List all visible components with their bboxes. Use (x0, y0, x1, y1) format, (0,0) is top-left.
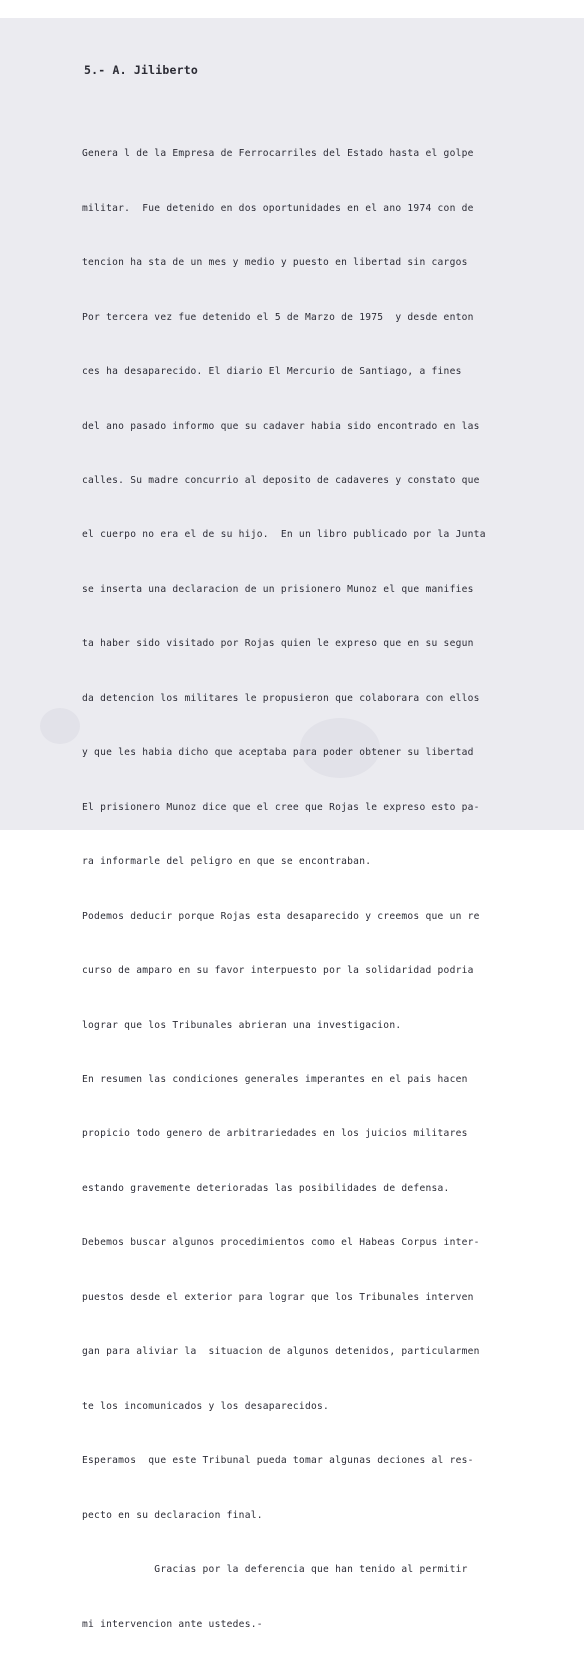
paper-stain (40, 708, 80, 744)
body-line: y que les habia dicho que aceptaba para poder obtener su libertad (82, 747, 474, 759)
body-line: Debemos buscar algunos procedimientos como el Habeas Corpus inter- (82, 1237, 480, 1249)
body-line: gan para aliviar la situacion de algunos detenidos, particularmen (82, 1346, 480, 1358)
body-line: el cuerpo no era el de su hijo. En un libro publicado por la Junta (82, 529, 486, 541)
body-line: estando gravemente deterioradas las posibilidades de defensa. (82, 1182, 450, 1194)
body-line: tencion ha sta de un mes y medio y puesto en libertad sin cargos (82, 257, 468, 269)
body-line: pecto en su declaracion final. (82, 1509, 263, 1521)
body-line: ta haber sido visitado por Rojas quien le expreso que en su segun (82, 638, 474, 650)
section-heading: 5.- A. Jiliberto (84, 63, 198, 77)
body-line: militar. Fue detenido en dos oportunidades en el ano 1974 con de (82, 202, 474, 214)
body-line: calles. Su madre concurrio al deposito de cadaveres y constato que (82, 475, 480, 487)
body-line: Gracias por la deferencia que han tenido al permitir (82, 1564, 468, 1576)
body-line: lograr que los Tribunales abrieran una investigacion. (82, 1019, 402, 1031)
body-line: ces ha desaparecido. El diario El Mercurio de Santiago, a fines (82, 366, 462, 378)
body-line: Esperamos que este Tribunal pueda tomar algunas deciones al res- (82, 1455, 474, 1467)
body-line: mi intervencion ante ustedes.- (82, 1618, 263, 1630)
scanned-page (0, 18, 584, 1630)
body-line: propicio todo genero de arbitrariedades en los juicios militares (82, 1128, 468, 1140)
body-line: Podemos deducir porque Rojas esta desaparecido y creemos que un re (82, 910, 480, 922)
body-line: da detencion los militares le propusieron que colaborara con ellos (82, 692, 480, 704)
body-line: Genera l de la Empresa de Ferrocarriles del Estado hasta el golpe (82, 148, 474, 160)
body-line: ra informarle del peligro en que se encontraban. (82, 856, 372, 868)
body-line: se inserta una declaracion de un prisionero Munoz el que manifies (82, 583, 474, 595)
body-line: En resumen las condiciones generales imperantes en el pais hacen (82, 1074, 468, 1086)
body-line: El prisionero Munoz dice que el cree que Rojas le expreso esto pa- (82, 801, 480, 813)
document-body (82, 109, 578, 1670)
body-line: del ano pasado informo que su cadaver habia sido encontrado en las (82, 420, 480, 432)
body-line: te los incomunicados y los desaparecidos. (82, 1400, 330, 1412)
body-line: curso de amparo en su favor interpuesto por la solidaridad podria (82, 965, 474, 977)
body-line: Por tercera vez fue detenido el 5 de Marzo de 1975 y desde enton (82, 311, 474, 323)
body-line: puestos desde el exterior para lograr que los Tribunales interven (82, 1291, 474, 1303)
